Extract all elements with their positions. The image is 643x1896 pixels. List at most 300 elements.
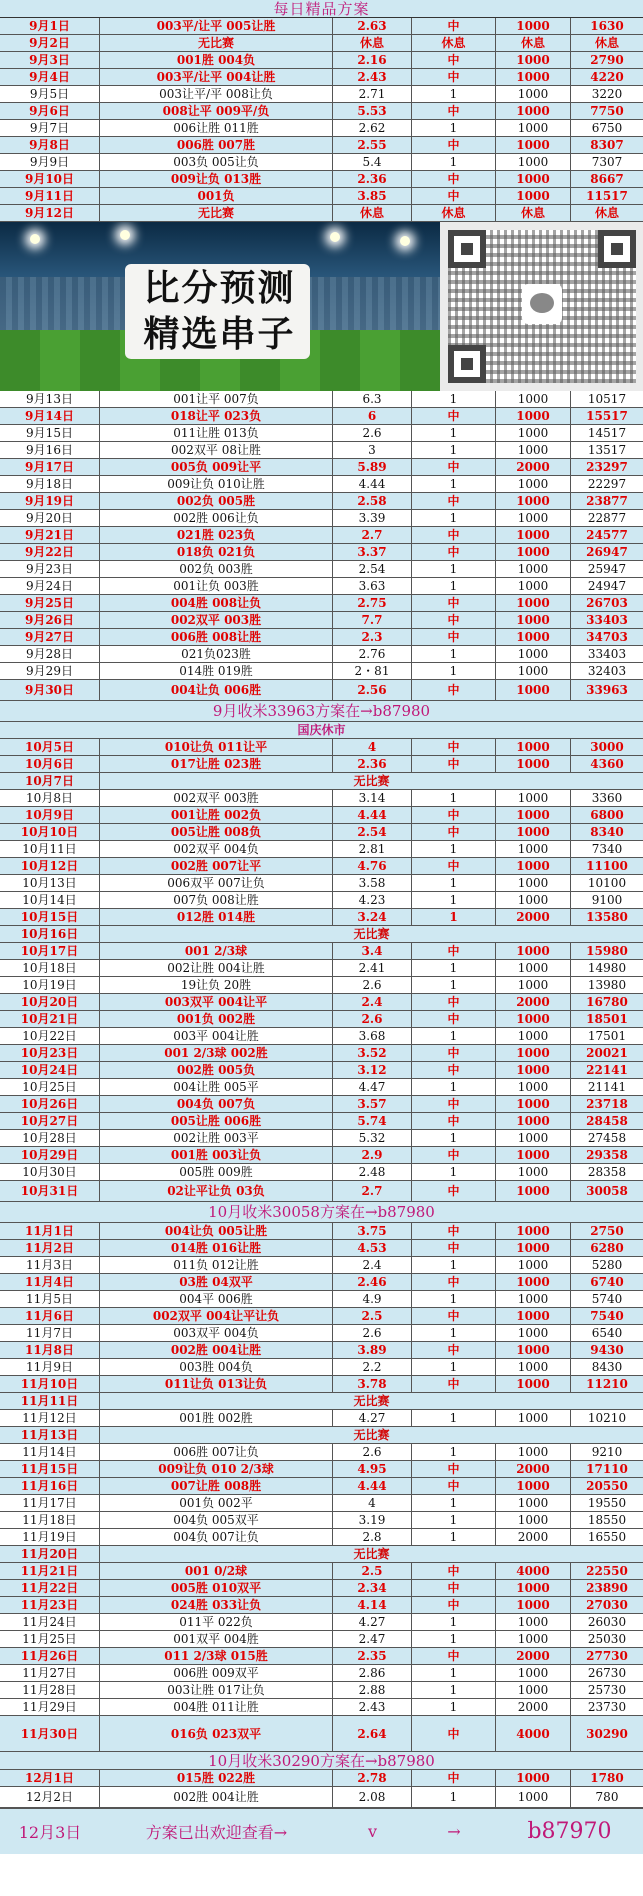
row-total: 32403 <box>587 664 627 678</box>
footer-bar <box>0 1808 643 1854</box>
row-date: 9月15日 <box>0 425 100 441</box>
row-stake: 1000 <box>496 1495 571 1511</box>
row-result: 中 <box>412 1478 496 1494</box>
row-result: 中 <box>412 1113 496 1129</box>
row-total: 25730 <box>587 1683 627 1697</box>
table-row <box>0 1181 643 1202</box>
row-date: 10月23日 <box>0 1045 100 1061</box>
row-date: 10月24日 <box>0 1062 100 1078</box>
row-stake: 1000 <box>496 1223 571 1239</box>
row-total: 7307 <box>591 155 623 169</box>
row-result: 中 <box>412 858 496 874</box>
row-stake: 4000 <box>496 1563 571 1579</box>
row-result: 1 <box>412 1512 496 1528</box>
row-result: 中 <box>412 824 496 840</box>
row-odds: 休息 <box>333 205 412 221</box>
table-row <box>0 1461 643 1478</box>
row-result: 中 <box>412 756 496 772</box>
footer-text: 方案已出欢迎查看→ <box>145 1823 288 1842</box>
row-odds: 2.8 <box>333 1529 412 1545</box>
row-match: 006胜 009双平 <box>100 1665 333 1681</box>
row-date: 10月20日 <box>0 994 100 1010</box>
row-match: 005让胜 008负 <box>100 824 333 840</box>
row-stake: 1000 <box>496 561 571 577</box>
promo-banner <box>0 222 643 391</box>
row-odds: 2.58 <box>333 493 412 509</box>
row-match: 001胜 003让负 <box>100 1147 333 1163</box>
row-result: 中 <box>412 137 496 153</box>
row-total: 2790 <box>590 53 624 67</box>
table-row <box>0 1427 643 1444</box>
table-row <box>0 926 643 943</box>
row-date: 10月29日 <box>0 1147 100 1163</box>
row-match: 005胜 009胜 <box>100 1164 333 1180</box>
table-row <box>0 1291 643 1308</box>
row-result: 中 <box>412 1045 496 1061</box>
row-odds: 3.37 <box>333 544 412 560</box>
row-match: 002双平 004负 <box>100 841 333 857</box>
row-date: 9月27日 <box>0 629 100 645</box>
row-stake: 1000 <box>496 120 571 136</box>
table-row <box>0 1478 643 1495</box>
row-stake: 1000 <box>496 1113 571 1129</box>
row-date: 11月29日 <box>0 1699 100 1715</box>
row-stake: 1000 <box>496 69 571 85</box>
row-result: 中 <box>412 1011 496 1027</box>
table-row <box>0 1359 643 1376</box>
row-stake: 1000 <box>496 1359 571 1375</box>
row-stake: 1000 <box>496 154 571 170</box>
row-odds: 3.57 <box>333 1096 412 1112</box>
row-stake: 1000 <box>496 1062 571 1078</box>
row-result: 1 <box>412 1291 496 1307</box>
row-date: 11月26日 <box>0 1648 100 1664</box>
row-stake: 1000 <box>496 943 571 959</box>
row-match: 005负 009让平 <box>100 459 333 475</box>
row-total: 5740 <box>591 1292 623 1306</box>
row-stake: 1000 <box>496 790 571 806</box>
row-result: 中 <box>412 1376 496 1392</box>
row-odds: 2.88 <box>333 1682 412 1698</box>
table-row <box>0 1240 643 1257</box>
row-stake: 1000 <box>496 1614 571 1630</box>
row-date: 10月8日 <box>0 790 100 806</box>
row-stake: 1000 <box>496 1342 571 1358</box>
row-result: 中 <box>412 171 496 187</box>
row-date: 9月21日 <box>0 527 100 543</box>
row-odds: 4.14 <box>333 1597 412 1613</box>
row-total: 27030 <box>586 1598 628 1612</box>
row-total: 9210 <box>591 1445 623 1459</box>
september-summary: 9月收米33963方案在→b87980 <box>0 701 643 722</box>
row-stake: 1000 <box>496 892 571 908</box>
row-match: 007让胜 008胜 <box>100 1478 333 1494</box>
row-result: 1 <box>412 1410 496 1426</box>
row-result: 1 <box>412 1257 496 1273</box>
row-stake: 1000 <box>496 646 571 662</box>
row-date: 11月14日 <box>0 1444 100 1460</box>
table-row <box>0 561 643 578</box>
row-result: 中 <box>412 739 496 755</box>
table-row <box>0 86 643 103</box>
row-total: 6540 <box>591 1326 623 1340</box>
row-odds: 4.76 <box>333 858 412 874</box>
row-stake: 1000 <box>496 476 571 492</box>
row-stake: 1000 <box>496 1631 571 1647</box>
row-match: 002胜 004让胜 <box>100 1787 333 1807</box>
row-stake: 1000 <box>496 1308 571 1324</box>
row-total: 10210 <box>587 1411 627 1425</box>
row-match: 001 0/2球 <box>100 1563 333 1579</box>
row-result: 1 <box>412 1787 496 1807</box>
table-row <box>0 739 643 756</box>
row-odds: 3.78 <box>333 1376 412 1392</box>
row-stake: 1000 <box>496 1444 571 1460</box>
row-match: 002双平 003胜 <box>100 612 333 628</box>
row-result: 1 <box>412 442 496 458</box>
row-result: 休息 <box>412 35 496 51</box>
row-total: 23297 <box>586 460 628 474</box>
row-result: 中 <box>412 1580 496 1596</box>
row-result: 中 <box>412 1648 496 1664</box>
table-row <box>0 1393 643 1410</box>
row-date: 9月13日 <box>0 391 100 407</box>
row-total: 11100 <box>586 859 628 873</box>
row-match: 018让平 023负 <box>100 408 333 424</box>
row-match: 005让胜 006胜 <box>100 1113 333 1129</box>
row-date: 11月6日 <box>0 1308 100 1324</box>
footer-code: b87970 <box>527 1819 612 1844</box>
row-stake: 1000 <box>496 858 571 874</box>
table-row <box>0 1274 643 1291</box>
row-match: 03胜 04双平 <box>100 1274 333 1290</box>
row-result: 中 <box>412 680 496 700</box>
row-total: 8430 <box>591 1360 623 1374</box>
table-row <box>0 425 643 442</box>
row-stake: 1000 <box>496 1597 571 1613</box>
row-odds: 3.89 <box>333 1342 412 1358</box>
row-match: 002让胜 004让胜 <box>100 960 333 976</box>
row-date: 9月29日 <box>0 663 100 679</box>
row-result: 中 <box>412 1342 496 1358</box>
row-match: 001让胜 002负 <box>100 807 333 823</box>
row-match: 002负 005胜 <box>100 493 333 509</box>
row-total: 13980 <box>587 978 627 992</box>
row-stake: 1000 <box>496 680 571 700</box>
row-odds: 2.3 <box>333 629 412 645</box>
row-odds: 3.52 <box>333 1045 412 1061</box>
row-stake: 1000 <box>496 1478 571 1494</box>
december-table <box>0 1770 643 1808</box>
row-result: 1 <box>412 86 496 102</box>
row-match: 003双平 004负 <box>100 1325 333 1341</box>
wechat-qr-code-icon <box>440 222 643 391</box>
row-odds: 7.7 <box>333 612 412 628</box>
row-match: 021胜 023负 <box>100 527 333 543</box>
row-odds: 4.95 <box>333 1461 412 1477</box>
table-row <box>0 493 643 510</box>
row-result: 中 <box>412 408 496 424</box>
row-total: 17110 <box>586 1462 628 1476</box>
row-date: 11月16日 <box>0 1478 100 1494</box>
table-row <box>0 1308 643 1325</box>
row-date: 10月9日 <box>0 807 100 823</box>
row-match: 006双平 007让负 <box>100 875 333 891</box>
row-date: 10月12日 <box>0 858 100 874</box>
row-stake: 1000 <box>496 1376 571 1392</box>
row-match: 011让负 013让负 <box>100 1376 333 1392</box>
row-date: 11月28日 <box>0 1682 100 1698</box>
row-stake: 2000 <box>496 994 571 1010</box>
row-odds: 2・81 <box>333 663 412 679</box>
row-total: 6800 <box>590 808 624 822</box>
row-total: 22877 <box>587 511 627 525</box>
row-date: 9月28日 <box>0 646 100 662</box>
table-row <box>0 1648 643 1665</box>
row-result: 中 <box>412 1240 496 1256</box>
row-stake: 1000 <box>496 841 571 857</box>
row-result: 1 <box>412 1682 496 1698</box>
row-stake: 1000 <box>496 527 571 543</box>
row-result: 1 <box>412 1614 496 1630</box>
table-row <box>0 1614 643 1631</box>
table-row <box>0 1028 643 1045</box>
rest-label: 无比赛 <box>353 1394 390 1408</box>
row-result: 中 <box>412 807 496 823</box>
row-odds: 2.46 <box>333 1274 412 1290</box>
row-stake: 1000 <box>496 52 571 68</box>
row-odds: 5.89 <box>333 459 412 475</box>
table-row <box>0 629 643 646</box>
row-stake: 1000 <box>496 1028 571 1044</box>
row-odds: 2.5 <box>333 1563 412 1579</box>
row-match: 011让胜 013负 <box>100 425 333 441</box>
row-match: 004让负 006胜 <box>100 680 333 700</box>
promo-image <box>0 222 440 391</box>
row-result: 中 <box>412 1308 496 1324</box>
row-match: 014胜 016让胜 <box>100 1240 333 1256</box>
row-total: 休息 <box>594 206 619 220</box>
row-stake: 1000 <box>496 425 571 441</box>
row-total: 28358 <box>587 1165 627 1179</box>
table-row <box>0 1147 643 1164</box>
row-total: 7540 <box>590 1309 624 1323</box>
row-result: 中 <box>412 1096 496 1112</box>
row-date: 10月17日 <box>0 943 100 959</box>
row-stake: 1000 <box>496 629 571 645</box>
row-result: 1 <box>412 425 496 441</box>
footer-mid: v <box>367 1822 378 1841</box>
row-match: 016负 023双平 <box>100 1716 333 1751</box>
table-row <box>0 1376 643 1393</box>
row-total: 8340 <box>590 825 624 839</box>
row-result: 1 <box>412 510 496 526</box>
row-result: 中 <box>412 1181 496 1201</box>
row-odds: 2.6 <box>333 1444 412 1460</box>
row-date: 9月20日 <box>0 510 100 526</box>
row-match: 004胜 008让负 <box>100 595 333 611</box>
row-date: 11月24日 <box>0 1614 100 1630</box>
row-date: 9月3日 <box>0 52 100 68</box>
table-row <box>0 188 643 205</box>
row-result: 中 <box>412 943 496 959</box>
row-match: 001让平 007负 <box>100 391 333 407</box>
row-date: 9月2日 <box>0 35 100 51</box>
row-result: 中 <box>412 459 496 475</box>
table-row <box>0 1045 643 1062</box>
rest-label: 无比赛 <box>353 927 390 941</box>
row-date: 9月6日 <box>0 103 100 119</box>
row-date: 9月26日 <box>0 612 100 628</box>
row-total: 13517 <box>587 443 627 457</box>
row-stake: 1000 <box>496 1274 571 1290</box>
row-result: 中 <box>412 994 496 1010</box>
table-row <box>0 756 643 773</box>
row-stake: 1000 <box>496 977 571 993</box>
row-match: 001让负 003胜 <box>100 578 333 594</box>
row-odds: 5.4 <box>333 154 412 170</box>
row-total: 14980 <box>587 961 627 975</box>
row-date: 11月12日 <box>0 1410 100 1426</box>
row-total: 21141 <box>587 1080 627 1094</box>
row-odds: 2.71 <box>333 86 412 102</box>
row-date: 9月12日 <box>0 205 100 221</box>
wechat-icon <box>522 284 562 324</box>
row-date: 11月7日 <box>0 1325 100 1341</box>
table-row <box>0 1770 643 1787</box>
row-stake: 1000 <box>496 807 571 823</box>
row-total: 25947 <box>587 562 627 576</box>
row-date: 10月25日 <box>0 1079 100 1095</box>
row-stake: 4000 <box>496 1716 571 1751</box>
table-row <box>0 1495 643 1512</box>
table-row <box>0 1164 643 1181</box>
row-match: 19让负 20胜 <box>100 977 333 993</box>
row-total: 34703 <box>586 630 628 644</box>
row-total: 5280 <box>591 1258 623 1272</box>
table-row <box>0 442 643 459</box>
table-row <box>0 807 643 824</box>
row-stake: 1000 <box>496 875 571 891</box>
row-date: 11月27日 <box>0 1665 100 1681</box>
row-odds: 4 <box>333 739 412 755</box>
row-stake: 1000 <box>496 1045 571 1061</box>
table-row <box>0 1699 643 1716</box>
row-total: 8307 <box>590 138 624 152</box>
row-date: 10月13日 <box>0 875 100 891</box>
row-date: 11月13日 <box>0 1427 100 1443</box>
row-result: 中 <box>412 1770 496 1786</box>
row-date: 12月2日 <box>0 1787 100 1807</box>
row-date: 9月5日 <box>0 86 100 102</box>
row-stake: 1000 <box>496 1512 571 1528</box>
row-match: 004胜 011让胜 <box>100 1699 333 1715</box>
row-match: 003平/让平 005让胜 <box>100 18 333 34</box>
row-odds: 2.64 <box>333 1716 412 1751</box>
row-stake: 1000 <box>496 188 571 204</box>
table-row <box>0 103 643 120</box>
row-odds: 5.74 <box>333 1113 412 1129</box>
row-match: 009让负 013胜 <box>100 171 333 187</box>
row-odds: 2.6 <box>333 1011 412 1027</box>
row-odds: 2.08 <box>333 1787 412 1807</box>
row-date: 11月18日 <box>0 1512 100 1528</box>
row-stake: 1000 <box>496 1079 571 1095</box>
table-row <box>0 909 643 926</box>
row-stake: 1000 <box>496 1011 571 1027</box>
row-date: 10月11日 <box>0 841 100 857</box>
table-row <box>0 1444 643 1461</box>
row-date: 10月10日 <box>0 824 100 840</box>
row-odds: 2.6 <box>333 977 412 993</box>
row-date: 11月5日 <box>0 1291 100 1307</box>
table-row <box>0 977 643 994</box>
row-match: 004平 006胜 <box>100 1291 333 1307</box>
row-match: 006胜 007胜 <box>100 137 333 153</box>
row-date: 10月19日 <box>0 977 100 993</box>
row-odds: 4.44 <box>333 807 412 823</box>
table-row <box>0 544 643 561</box>
table-row <box>0 612 643 629</box>
row-date: 11月9日 <box>0 1359 100 1375</box>
rest-label: 无比赛 <box>353 1547 390 1561</box>
row-total: 1630 <box>590 19 624 33</box>
row-stake: 1000 <box>496 1130 571 1146</box>
row-total: 13580 <box>586 910 628 924</box>
row-stake: 1000 <box>496 1770 571 1786</box>
row-total: 10517 <box>587 392 627 406</box>
row-odds: 6.3 <box>333 391 412 407</box>
row-match: 003胜 004负 <box>100 1359 333 1375</box>
row-match: 008让平 009平/负 <box>100 103 333 119</box>
row-odds: 2.34 <box>333 1580 412 1596</box>
row-stake: 1000 <box>496 1410 571 1426</box>
row-date: 9月4日 <box>0 69 100 85</box>
row-total: 1780 <box>590 1771 624 1785</box>
row-match: 003让平/平 008让负 <box>100 86 333 102</box>
row-result: 中 <box>412 1274 496 1290</box>
row-date: 10月30日 <box>0 1164 100 1180</box>
row-date: 10月6日 <box>0 756 100 772</box>
row-match: 003负 005让负 <box>100 154 333 170</box>
row-stake: 1000 <box>496 960 571 976</box>
row-match: 002负 003胜 <box>100 561 333 577</box>
holiday-label: 国庆休市 <box>0 722 643 739</box>
row-stake: 1000 <box>496 103 571 119</box>
row-stake: 2000 <box>496 1461 571 1477</box>
footer-arrow: → <box>447 1822 461 1841</box>
row-date: 10月16日 <box>0 926 100 942</box>
row-result: 1 <box>412 1665 496 1681</box>
row-match: 002胜 006让负 <box>100 510 333 526</box>
row-odds: 2.56 <box>333 680 412 700</box>
row-result: 中 <box>412 493 496 509</box>
row-date: 12月1日 <box>0 1770 100 1786</box>
row-odds: 2.86 <box>333 1665 412 1681</box>
row-date: 10月15日 <box>0 909 100 925</box>
row-match: 006让胜 011胜 <box>100 120 333 136</box>
row-total: 9430 <box>590 1343 624 1357</box>
row-total: 26703 <box>586 596 628 610</box>
row-date: 11月3日 <box>0 1257 100 1273</box>
row-match: 001胜 002胜 <box>100 1410 333 1426</box>
row-total: 23890 <box>586 1581 628 1595</box>
row-total: 27730 <box>586 1649 628 1663</box>
row-result: 中 <box>412 1716 496 1751</box>
row-odds: 2.75 <box>333 595 412 611</box>
row-total: 26730 <box>587 1666 627 1680</box>
table-row <box>0 773 643 790</box>
